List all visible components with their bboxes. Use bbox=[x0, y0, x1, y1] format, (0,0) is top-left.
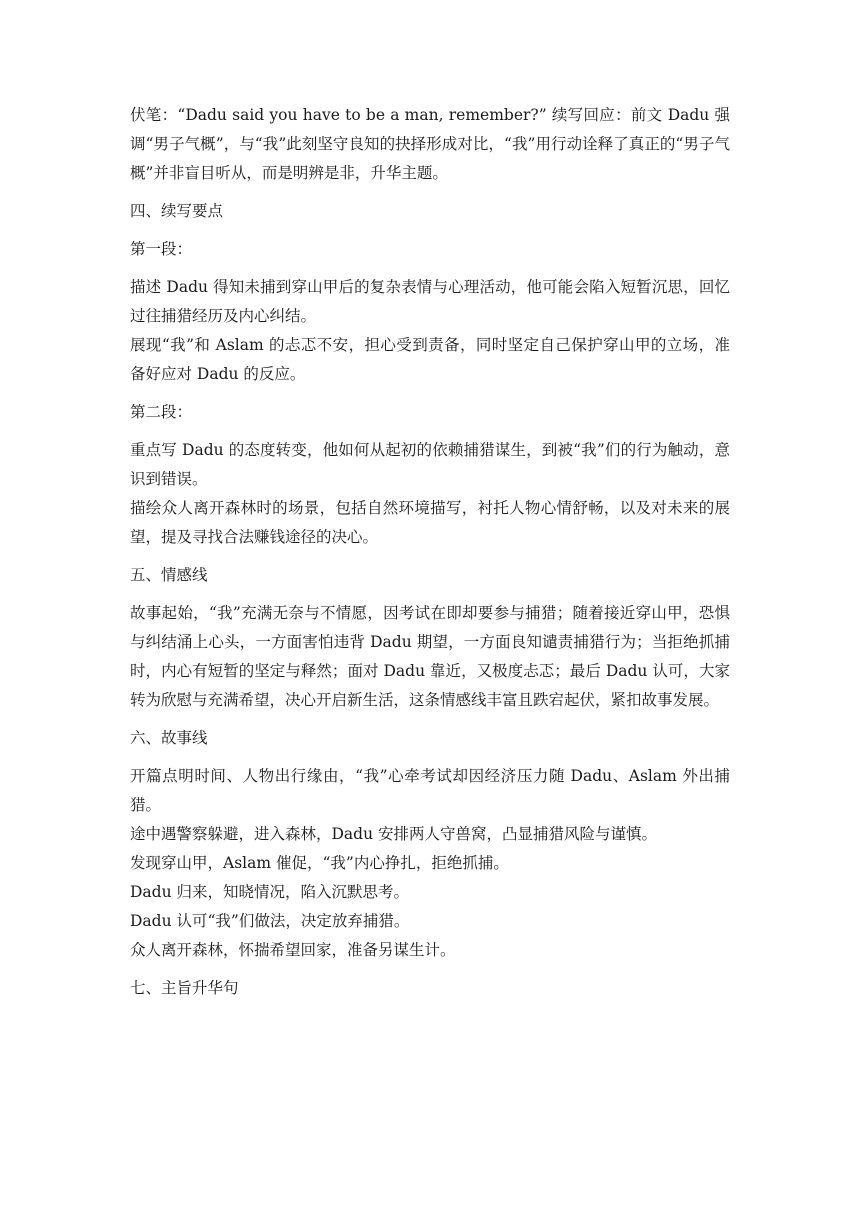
story-line-item: Dadu 认可“我”们做法，决定放弃捕猎。 bbox=[130, 912, 410, 930]
story-line-item: 发现穿山甲，Aslam 催促，“我”内心挣扎，拒绝抓捕。 bbox=[130, 854, 509, 872]
section-heading-7: 七、主旨升华句 bbox=[130, 979, 239, 997]
story-line-item: Dadu 归来，知晓情况，陷入沉默思考。 bbox=[130, 883, 410, 901]
emotion-line-paragraph bbox=[130, 599, 730, 715]
story-line-item: 众人离开森林，怀揣希望回家，准备另谋生计。 bbox=[130, 941, 456, 959]
body-text: 展现“我”和 Aslam 的忐忑不安，担心受到责备，同时坚定自己保护穿山甲的立场，准备好应对 Dadu 的反应。 bbox=[130, 336, 730, 383]
paragraph-2-points bbox=[130, 436, 730, 552]
story-line-item: 开篇点明时间、人物出行缘由，“我”心牵考试却因经济压力随 Dadu、Aslam 外出捕猎。 bbox=[130, 767, 730, 814]
section-heading-4: 四、续写要点 bbox=[130, 202, 224, 220]
section-heading-6: 六、故事线 bbox=[130, 729, 208, 747]
document-body bbox=[130, 101, 730, 1012]
body-text: 描述 Dadu 得知未捕到穿山甲后的复杂表情与心理活动，他可能会陷入短暂沉思，回忆过往捕猎经历及内心纠结。 bbox=[130, 278, 730, 325]
body-text: 伏笔：“Dadu said you have to be a man, remember?” 续写回应：前文 Dadu 强调“男子气概”，与“我”此刻坚守良知的抉择形成对比，“我”用行动诠释了真正的“男子气概”并非盲目听从，而是明辨是非，升华主题。 bbox=[130, 106, 730, 182]
foreshadowing-paragraph bbox=[130, 101, 730, 188]
body-text: 描绘众人离开森林时的场景，包括自然环境描写，衬托人物心情舒畅，以及对未来的展望，提及寻找合法赚钱途径的决心。 bbox=[130, 499, 730, 546]
story-line-list bbox=[130, 762, 730, 965]
subheading-paragraph-1: 第一段： bbox=[130, 240, 193, 258]
story-line-item: 途中遇警察躲避，进入森林，Dadu 安排两人守兽窝，凸显捕猎风险与谨慎。 bbox=[130, 825, 658, 843]
paragraph-1-points bbox=[130, 273, 730, 389]
subheading-paragraph-2: 第二段： bbox=[130, 403, 193, 421]
section-heading-5: 五、情感线 bbox=[130, 566, 208, 584]
body-text: 故事起始，“我”充满无奈与不情愿，因考试在即却要参与捕猎；随着接近穿山甲，恐惧与纠结涌上心头，一方面害怕违背 Dadu 期望，一方面良知谴责捕猎行为；当拒绝抓捕时，内心有短暂的坚定与释然；面对 Dadu 靠近，又极度忐忑；最后 Dadu 认可，大家转为欣慰与充满希望，决心开启新生活，这条情感线丰富且跌宕起伏，紧扣故事发展。 bbox=[130, 604, 730, 709]
body-text: 重点写 Dadu 的态度转变，他如何从起初的依赖捕猎谋生，到被“我”们的行为触动，意识到错误。 bbox=[130, 441, 730, 488]
